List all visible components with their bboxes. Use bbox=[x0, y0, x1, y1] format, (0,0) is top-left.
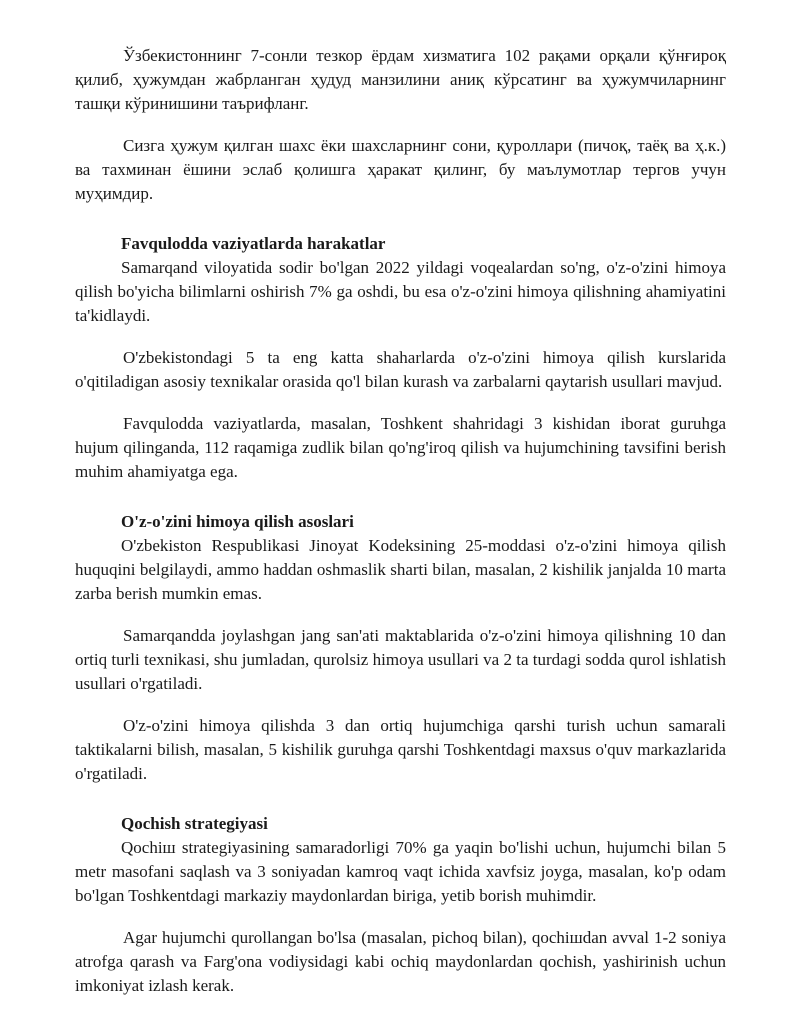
paragraph-intro-1: Ўзбекистоннинг 7-сонли тезкор ёрдам хизматига 102 рақами орқали қўнғироқ қилиб, ҳужумдан жабрланган ҳудуд манзилини аниқ кўрсатинг ва ҳужумчиларнинг ташқи кўринишини таърифланг. bbox=[75, 46, 726, 113]
section-heading-escape: Qochish strategiyasi bbox=[121, 814, 268, 833]
paragraph-intro-2: Сизга ҳужум қилган шахс ёки шахсларнинг сони, қуроллари (пичоқ, таёқ ва ҳ.к.) ва тахминан ёшини эслаб қолишга ҳаракат қилинг, бу маълумотлар тергов учун муҳимдир. bbox=[75, 136, 726, 203]
section-heading-emergency: Favqulodda vaziyatlarda harakatlar bbox=[121, 234, 386, 253]
paragraph-emergency-1: Samarqand viloyatida sodir bo'lgan 2022 yildagi voqealardan so'ng, o'z-o'zini himoya qilish bo'yicha bilimlarni oshirish 7% ga oshdi, bu esa o'z-o'zini himoya qilishning ahamiyatini ta'kidlaydi. bbox=[75, 258, 726, 325]
paragraph-self-defense-2: Samarqandda joylashgan jang san'ati maktablarida o'z-o'zini himoya qilishning 10 dan ortiq turli texnikasi, shu jumladan, qurolsiz himoya usullari va 2 ta turdagi sodda qurol ishlatish usullari o'rgatiladi. bbox=[75, 626, 726, 693]
paragraph-escape-1: Qochiш strategiyasining samaradorligi 70% ga yaqin bo'lishi uchun, hujumchi bilan 5 metr masofani saqlash va 3 soniyadan kamroq vaqt ichida xavfsiz joyga, masalan, ko'p odam bo'lgan Toshkentdagi markaziy maydonlardan biriga, yetib borish muhimdir. bbox=[75, 838, 726, 905]
document-page bbox=[75, 44, 726, 998]
paragraph-escape-2: Agar hujumchi qurollangan bo'lsa (masalan, pichoq bilan), qochiшdan avval 1-2 soniya atrofga qarash va Farg'ona vodiysidagi kabi ochiq maydonlardan qochish, yashirinish uchun imkoniyat izlash kerak. bbox=[75, 928, 726, 995]
section-heading-self-defense: O'z-o'zini himoya qilish asoslari bbox=[121, 512, 354, 531]
paragraph-self-defense-3: O'z-o'zini himoya qilishda 3 dan ortiq hujumchiga qarshi turish uchun samarali taktikalarni bilish, masalan, 5 kishilik guruhga qarshi Toshkentdagi maxsus o'quv markazlarida o'rgatiladi. bbox=[75, 716, 726, 783]
paragraph-emergency-3: Favqulodda vaziyatlarda, masalan, Toshkent shahridagi 3 kishidan iborat guruhga hujum qilinganda, 112 raqamiga zudlik bilan qo'ng'iroq qilish va hujumchining tavsifini berish muhim ahamiyatga ega. bbox=[75, 414, 726, 481]
paragraph-self-defense-1: O'zbekiston Respublikasi Jinoyat Kodeksining 25-moddasi o'z-o'zini himoya qilish huquqini belgilaydi, ammo haddan oshmaslik sharti bilan, masalan, 2 kishilik janjalda 10 marta zarba berish mumkin emas. bbox=[75, 536, 726, 603]
paragraph-emergency-2: O'zbekistondagi 5 ta eng katta shaharlarda o'z-o'zini himoya qilish kurslarida o'qitiladigan asosiy texnikalar orasida qo'l bilan kurash va zarbalarni qaytarish usullari mavjud. bbox=[75, 348, 726, 391]
